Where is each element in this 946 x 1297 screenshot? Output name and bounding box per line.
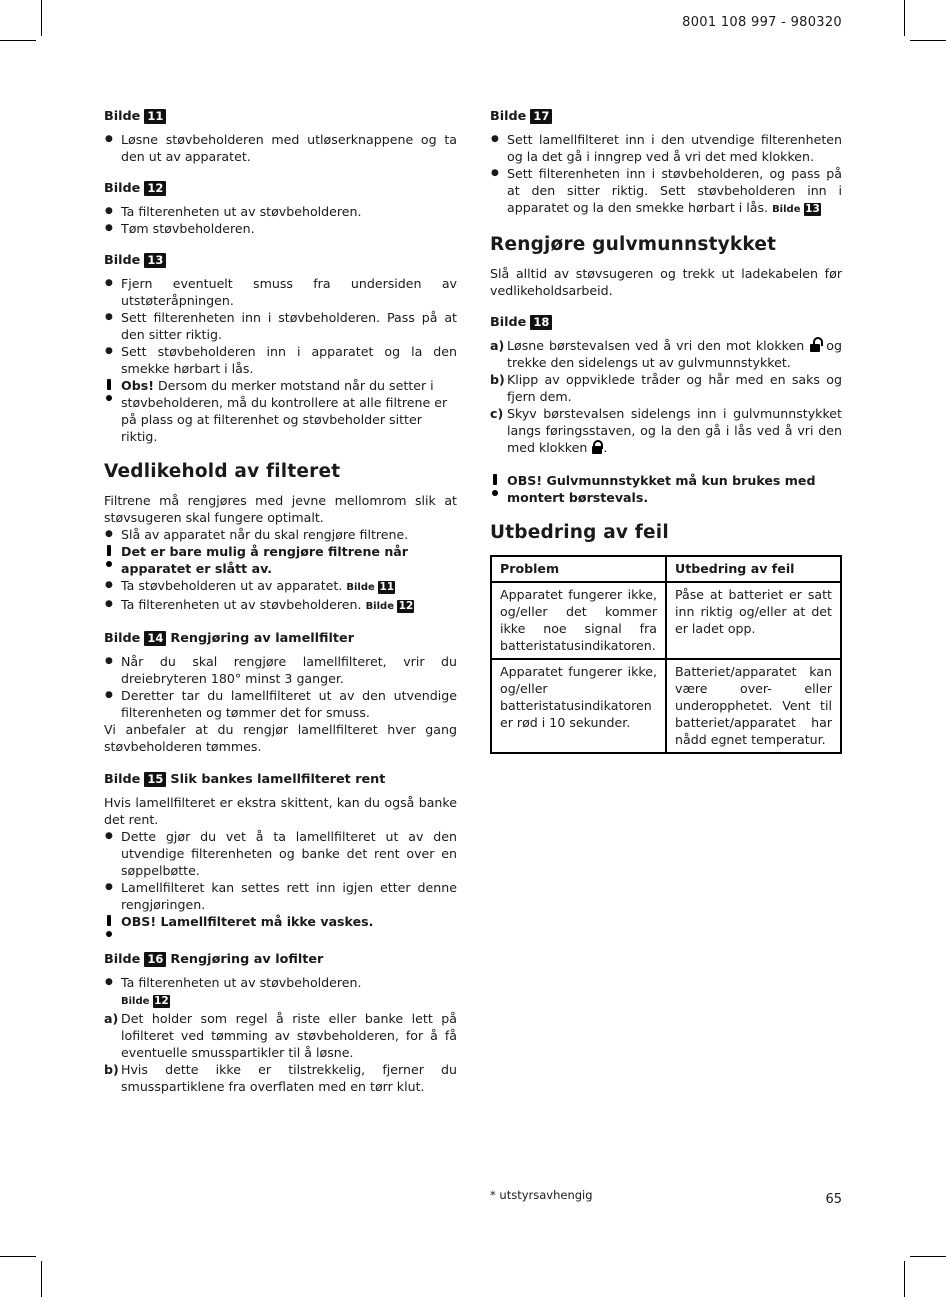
page-number: 65 <box>825 1192 842 1207</box>
figure-number-badge: 13 <box>144 253 166 268</box>
figure-ref-heading <box>490 108 842 125</box>
subsection-title: Rengjøring av lofilter <box>170 952 324 967</box>
section-title: Rengjøre gulvmunnstykket <box>490 234 777 255</box>
list-item: ● Løsne støvbeholderen med utløserknappene og ta den ut av apparatet. <box>104 131 457 165</box>
figure-word: Bilde <box>490 315 527 330</box>
table-row <box>491 582 841 659</box>
figure-word: Bilde <box>365 601 394 612</box>
list-item-text: Ta filterenheten ut av støvbeholderen. <box>121 597 362 612</box>
step-text: Hvis dette ikke er tilstrekkelig, fjerner du smusspartiklene fra overflaten med en tørr klut. <box>121 1062 457 1094</box>
figure-number-badge: 11 <box>379 581 395 593</box>
figure-number-badge: 18 <box>530 315 552 330</box>
warning-note <box>490 472 842 506</box>
document-number: 8001 108 997 - 980320 <box>682 15 842 30</box>
step-label: c) <box>490 406 504 421</box>
step-text: Det holder som regel å riste eller banke lett på lofilteret ved tømming av støvbeholderen, for å få eventuelle smusspartikler til å løsne. <box>121 1011 457 1060</box>
warning-label: Obs! <box>121 378 154 393</box>
warning-note <box>104 913 457 943</box>
list-item-text: Ta støvbeholderen ut av apparatet. <box>121 578 343 593</box>
crop-mark <box>41 1261 42 1297</box>
crop-mark <box>910 40 946 41</box>
bullet-list <box>104 577 457 615</box>
warning-icon <box>104 915 114 937</box>
list-item: ● Når du skal rengjøre lamellfilteret, vrir du dreiebryteren 180° minst 3 ganger. <box>104 653 457 687</box>
list-item: ● Sett støvbeholderen inn i apparatet og la den smekke hørbart i lås. <box>104 343 457 377</box>
lettered-step <box>104 1061 457 1095</box>
table-cell: Apparatet fungerer ikke, og/eller batteristatusindikatoren er rød i 10 sekunder. <box>491 659 666 753</box>
warning-text: OBS! Lamellfilteret må ikke vaskes. <box>121 914 374 929</box>
figure-number-badge: 12 <box>144 181 166 196</box>
figure-word: Bilde <box>104 952 141 967</box>
bullet-list <box>104 828 457 913</box>
bullet-list <box>490 131 842 218</box>
crop-mark <box>41 0 42 36</box>
subsection-title: Rengjøring av lamellfilter <box>170 631 354 646</box>
left-column <box>104 108 457 1095</box>
figure-ref-heading <box>490 314 842 331</box>
figure-ref-heading <box>104 108 457 125</box>
list-item-text: Sett filterenheten inn i støvbeholderen, og pass på at den sitter riktig. Sett støvbeholderen inn i apparatet og la den smekke hørbart i lås. <box>507 166 842 215</box>
warning-icon <box>104 545 114 567</box>
figure-word: Bilde <box>490 109 527 124</box>
list-item: ● Sett filterenheten inn i støvbeholderen. Pass på at den sitter riktig. <box>104 309 457 343</box>
list-item <box>490 165 842 218</box>
crop-mark <box>904 1261 905 1297</box>
table-row <box>491 659 841 753</box>
figure-ref-heading <box>104 180 457 197</box>
figure-ref <box>772 204 821 215</box>
bullet-list <box>104 203 457 237</box>
unlock-icon <box>810 338 820 352</box>
section-title: Utbedring av feil <box>490 522 669 543</box>
figure-number-badge: 12 <box>398 600 414 612</box>
warning-icon <box>104 379 114 401</box>
table-header-cell: Utbedring av feil <box>666 556 841 582</box>
crop-mark <box>904 0 905 36</box>
figure-word: Bilde <box>772 204 801 215</box>
step-text: og trekke den sidelengs ut av gulvmunnstykket. <box>507 338 842 370</box>
lettered-step <box>104 1010 457 1061</box>
step-text: . <box>603 440 608 455</box>
figure-ref-heading <box>104 630 457 647</box>
paragraph: Vi anbefaler at du rengjør lamellfilteret hver gang støvbeholderen tømmes. <box>104 722 457 754</box>
list-item <box>104 596 457 615</box>
step-label: a) <box>104 1011 119 1026</box>
figure-word: Bilde <box>104 631 141 646</box>
subsection-title: Slik bankes lamellfilteret rent <box>170 772 386 787</box>
list-item-text: Ta filterenheten ut av støvbeholderen. <box>121 975 362 990</box>
figure-ref-heading <box>104 951 457 968</box>
table-header-cell: Problem <box>491 556 666 582</box>
list-item <box>104 577 457 596</box>
table-header-row <box>491 556 841 582</box>
step-text: Skyv børstevalsen sidelengs inn i gulvmunnstykket langs føringsstaven, og la den gå i lås ved å vri den med klokken <box>507 406 842 455</box>
right-column <box>490 108 842 754</box>
table-cell: Påse at batteriet er satt inn riktig og/eller at det er ladet opp. <box>666 582 841 659</box>
warning-text: Det er bare mulig å rengjøre filtrene når apparatet er slått av. <box>121 544 409 576</box>
section-title: Vedlikehold av filteret <box>104 461 341 482</box>
step-label: a) <box>490 338 505 353</box>
crop-mark <box>0 40 36 41</box>
paragraph: Slå alltid av støvsugeren og trekk ut ladekabelen før vedlikeholdsarbeid. <box>490 266 842 298</box>
step-label: b) <box>104 1062 119 1077</box>
lettered-step <box>490 405 842 456</box>
figure-number-badge: 17 <box>530 109 552 124</box>
list-item: ● Lamellfilteret kan settes rett inn igjen etter denne rengjøringen. <box>104 879 457 913</box>
figure-number-badge: 12 <box>154 995 169 1007</box>
figure-ref <box>121 996 170 1007</box>
bullet-list <box>104 275 457 377</box>
figure-ref-heading <box>104 771 457 788</box>
figure-number-badge: 11 <box>144 109 166 124</box>
figure-word: Bilde <box>104 109 141 124</box>
paragraph: Filtrene må rengjøres med jevne mellomrom slik at støvsugeren skal fungere optimalt. <box>104 493 457 525</box>
bullet-list <box>104 526 457 543</box>
figure-ref <box>346 582 395 593</box>
list-item: ● Dette gjør du vet å ta lamellfilteret ut av den utvendige filterenheten og banke det rent over en søppelbøtte. <box>104 828 457 879</box>
list-item: ● Ta filterenheten ut av støvbeholderen. <box>104 203 457 220</box>
list-item: ● Slå av apparatet når du skal rengjøre filtrene. <box>104 526 457 543</box>
list-item: ● Tøm støvbeholderen. <box>104 220 457 237</box>
list-item <box>104 974 457 1010</box>
warning-note <box>104 543 457 577</box>
lock-icon <box>592 440 602 454</box>
lettered-step <box>490 337 842 371</box>
step-text: Løsne børstevalsen ved å vri den mot klokken <box>507 338 805 353</box>
warning-text: OBS! Gulvmunnstykket må kun brukes med montert børstevals. <box>507 473 816 505</box>
figure-word: Bilde <box>104 253 141 268</box>
list-item: ● Sett lamellfilteret inn i den utvendige filterenheten og la det gå i inngrep ved å vri det med klokken. <box>490 131 842 165</box>
footnote: * utstyrsavhengig <box>490 1188 593 1202</box>
list-item: ● Fjern eventuelt smuss fra undersiden av utstøteråpningen. <box>104 275 457 309</box>
warning-text: Dersom du merker motstand når du setter i støvbeholderen, må du kontrollere at alle filtrene er på plass og at filterenhet og støvbeholder sitter riktig. <box>121 378 448 444</box>
figure-word: Bilde <box>121 996 150 1007</box>
figure-ref <box>366 601 415 612</box>
warning-note <box>104 377 457 445</box>
table-cell: Batteriet/apparatet kan være over- eller underopphetet. Vent til batteriet/apparatet har nådd egnet temperatur. <box>666 659 841 753</box>
troubleshooting-table <box>490 555 842 754</box>
figure-word: Bilde <box>104 181 141 196</box>
crop-mark <box>0 1256 36 1257</box>
bullet-list <box>104 974 457 1010</box>
step-label: b) <box>490 372 505 387</box>
crop-mark <box>910 1256 946 1257</box>
paragraph: Hvis lamellfilteret er ekstra skittent, kan du også banke det rent. <box>104 795 457 827</box>
figure-number-badge: 16 <box>144 952 166 967</box>
warning-icon <box>490 474 500 496</box>
step-text: Klipp av oppviklede tråder og hår med en saks og fjern dem. <box>507 372 842 404</box>
figure-number-badge: 15 <box>144 772 166 787</box>
figure-number-badge: 14 <box>144 631 166 646</box>
figure-word: Bilde <box>346 582 375 593</box>
bullet-list <box>104 653 457 721</box>
lettered-step <box>490 371 842 405</box>
table-cell: Apparatet fungerer ikke, og/eller det kommer ikke noe signal fra batteristatusindikatoren. <box>491 582 666 659</box>
list-item: ● Deretter tar du lamellfilteret ut av den utvendige filterenheten og tømmer det for smuss. <box>104 687 457 721</box>
figure-number-badge: 13 <box>805 203 820 215</box>
figure-ref-heading <box>104 252 457 269</box>
bullet-list <box>104 131 457 165</box>
figure-word: Bilde <box>104 772 141 787</box>
